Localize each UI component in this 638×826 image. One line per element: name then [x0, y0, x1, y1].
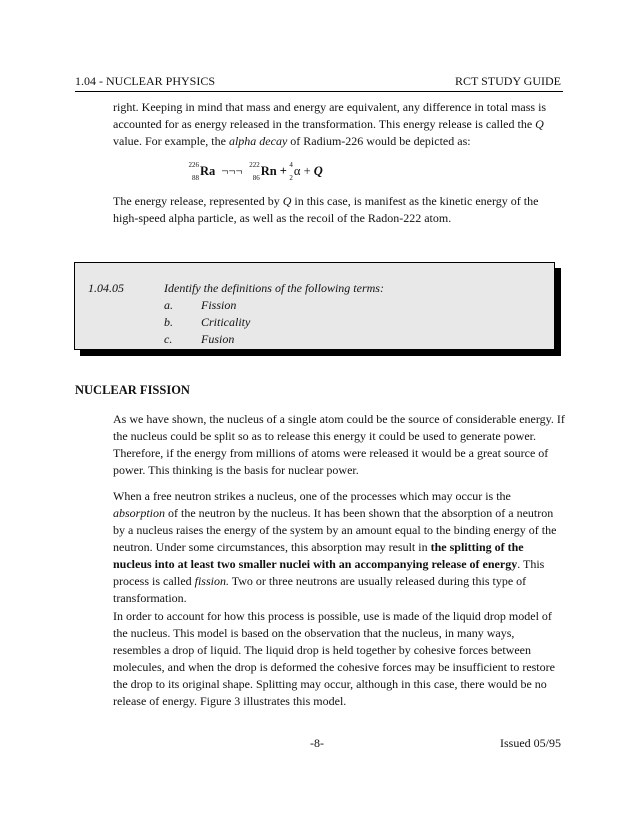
fission-paragraph-2: When a free neutron strikes a nucleus, one of the processes which may occur is the absorption of the neutron by the nucleus. It has been shown that the absorption of a neutron by a nucleus raises the energy of the system by an amount equal to the binding energy of the neutron. Under some circumstances, this absorption may result in the splitting of the nucleus into at least two smaller nuclei with an accompanying release of energy. This process is called fission. Two or three neutrons are usually released during this type of transformation. — [113, 489, 557, 605]
objective-item-letter: b. — [164, 315, 173, 329]
objective-item-fusion: Fusion — [201, 332, 235, 346]
radon-nuclide-numbers: 222 86 — [249, 161, 260, 182]
plus-sign: + — [279, 163, 287, 178]
objective-item-letter: a. — [164, 298, 173, 312]
section-title: NUCLEAR FISSION — [75, 383, 190, 397]
radium-symbol: Ra — [200, 163, 216, 178]
radium-nuclide-numbers: 226 88 — [188, 161, 199, 182]
reaction-arrow: ¬¬¬ — [221, 163, 243, 178]
intro-paragraph: right. Keeping in mind that mass and energy are equivalent, any difference in total mass is accounted for as energy released in the transformation. This energy release is called the Q value. For example, the alpha decay of Radium-226 would be depicted as: — [113, 100, 547, 148]
objective-box — [74, 262, 555, 350]
issue-date: Issued 05/95 — [500, 736, 561, 750]
objective-number: 1.04.05 — [88, 281, 124, 295]
q-symbol: Q — [313, 163, 323, 178]
objective-item-letter: c. — [164, 332, 173, 346]
objective-item-criticality: Criticality — [201, 315, 251, 329]
fission-paragraph-1: As we have shown, the nucleus of a single atom could be the source of considerable energy. If the nucleus could be split so as to release this energy it could be used to generate power. Therefore, if the energy from millions of atoms were released it would be a great source of power. This thinking is the basis for nuclear power. — [113, 412, 565, 477]
fission-paragraph-3: In order to account for how this process is possible, use is made of the liquid drop model of the nucleus. This model is based on the observation that the nucleus, in many ways, resembles a drop of liquid. The liquid drop is held together by cohesive forces between molecules, and when the drop is deformed the cohesive forces may be insufficient to restore the drop to its original shape. Splitting may occur, although in this case, there would be no release of energy. Figure 3 illustrates this model. — [113, 609, 555, 708]
alpha-symbol: α — [293, 163, 301, 178]
radon-symbol: Rn — [260, 163, 277, 178]
running-header-guide: RCT STUDY GUIDE — [454, 74, 561, 88]
objective-item-fission: Fission — [201, 298, 237, 312]
page-number: -8- — [310, 736, 324, 750]
objective-heading: Identify the definitions of the following terms: — [164, 281, 384, 295]
alpha-decay-equation — [188, 162, 323, 182]
header-rule — [75, 91, 563, 92]
plus-sign: + — [303, 163, 311, 178]
alpha-nuclide-numbers: 4 2 — [289, 161, 293, 182]
energy-release-paragraph: The energy release, represented by Q in this case, is manifest as the kinetic energy of the high-speed alpha particle, as well as the recoil of the Radon-222 atom. — [113, 194, 539, 225]
running-header-title: 1.04 - NUCLEAR PHYSICS — [75, 74, 216, 88]
